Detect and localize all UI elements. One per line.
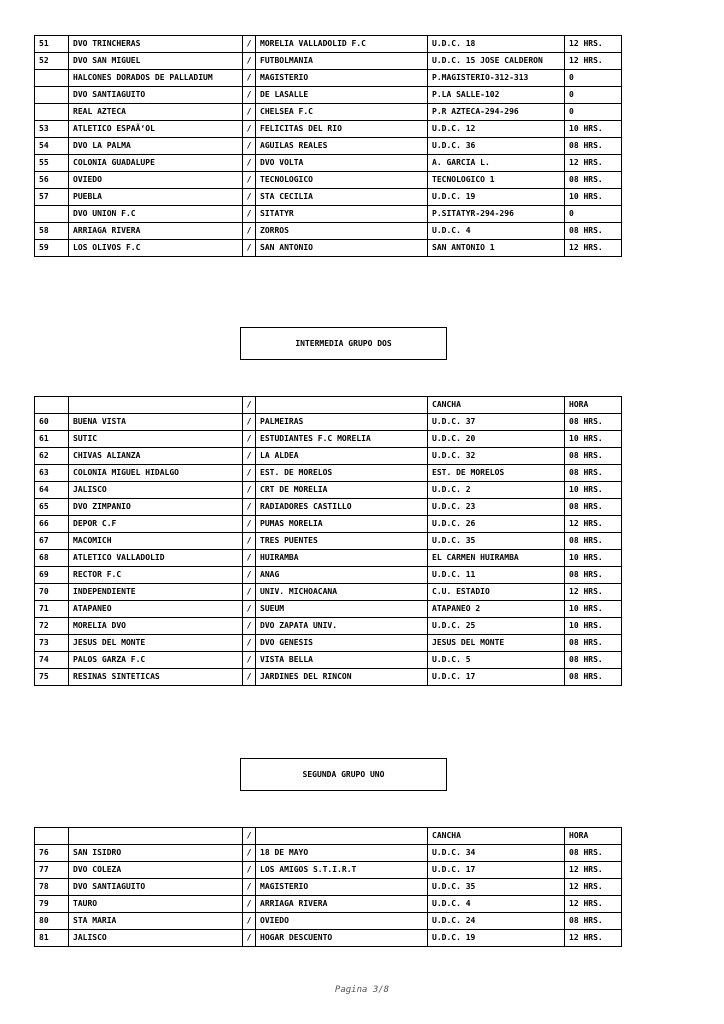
table-row: [35, 533, 622, 550]
table-row: [35, 896, 622, 913]
table-row: [35, 499, 622, 516]
table-row: [35, 601, 622, 618]
table-row: [35, 172, 622, 189]
match-number: 68: [35, 550, 69, 567]
separator: /: [243, 397, 256, 414]
away-team: 18 DE MAYO: [256, 845, 428, 862]
separator: /: [243, 930, 256, 947]
venue: A. GARCIA L.: [428, 155, 565, 172]
table-header-row: [35, 828, 622, 845]
time: HORA: [565, 828, 622, 845]
venue: P.SITATYR-294-296: [428, 206, 565, 223]
table-row: [35, 584, 622, 601]
time: 0: [565, 70, 622, 87]
table-row: [35, 189, 622, 206]
away-team: FUTBOLMANIA: [256, 53, 428, 70]
venue: CANCHA: [428, 828, 565, 845]
table-row: [35, 121, 622, 138]
time: 08 HRS.: [565, 465, 622, 482]
separator: /: [243, 53, 256, 70]
home-team: SAN ISIDRO: [69, 845, 243, 862]
venue: U.D.C. 12: [428, 121, 565, 138]
table-row: [35, 913, 622, 930]
away-team: ZORROS: [256, 223, 428, 240]
time: 08 HRS.: [565, 669, 622, 686]
away-team: MAGISTERIO: [256, 879, 428, 896]
table-row: [35, 862, 622, 879]
venue: U.D.C. 20: [428, 431, 565, 448]
match-number: 55: [35, 155, 69, 172]
time: 10 HRS.: [565, 482, 622, 499]
match-number: 70: [35, 584, 69, 601]
match-number: 81: [35, 930, 69, 947]
match-number: 51: [35, 36, 69, 53]
match-number: 75: [35, 669, 69, 686]
venue: U.D.C. 2: [428, 482, 565, 499]
fixtures-table-2: [34, 396, 622, 686]
away-team: [256, 828, 428, 845]
table-row: [35, 155, 622, 172]
separator: /: [243, 104, 256, 121]
separator: /: [243, 172, 256, 189]
home-team: DVO COLEZA: [69, 862, 243, 879]
venue: U.D.C. 24: [428, 913, 565, 930]
home-team: DVO SANTIAGUITO: [69, 879, 243, 896]
time: 12 HRS.: [565, 930, 622, 947]
time: 10 HRS.: [565, 550, 622, 567]
away-team: AGUILAS REALES: [256, 138, 428, 155]
match-number: [35, 828, 69, 845]
home-team: RESINAS SINTETICAS: [69, 669, 243, 686]
table-row: [35, 36, 622, 53]
away-team: DVO GENESIS: [256, 635, 428, 652]
home-team: LOS OLIVOS F.C: [69, 240, 243, 257]
time: 10 HRS.: [565, 431, 622, 448]
venue: U.D.C. 25: [428, 618, 565, 635]
time: 12 HRS.: [565, 862, 622, 879]
separator: /: [243, 155, 256, 172]
home-team: ATLETICO VALLADOLID: [69, 550, 243, 567]
match-number: 54: [35, 138, 69, 155]
away-team: MORELIA VALLADOLID F.C: [256, 36, 428, 53]
time: 08 HRS.: [565, 567, 622, 584]
away-team: LA ALDEA: [256, 448, 428, 465]
match-number: 62: [35, 448, 69, 465]
away-team: SAN ANTONIO: [256, 240, 428, 257]
table-row: [35, 635, 622, 652]
match-number: 76: [35, 845, 69, 862]
match-number: 61: [35, 431, 69, 448]
away-team: CRT DE MORELIA: [256, 482, 428, 499]
away-team: FELICITAS DEL RIO: [256, 121, 428, 138]
time: 12 HRS.: [565, 584, 622, 601]
match-number: 69: [35, 567, 69, 584]
table-row: [35, 652, 622, 669]
time: 08 HRS.: [565, 652, 622, 669]
venue: U.D.C. 34: [428, 845, 565, 862]
venue: EST. DE MORELOS: [428, 465, 565, 482]
away-team: CHELSEA F.C: [256, 104, 428, 121]
venue: JESUS DEL MONTE: [428, 635, 565, 652]
venue: U.D.C. 15 JOSE CALDERON: [428, 53, 565, 70]
match-number: 74: [35, 652, 69, 669]
venue: U.D.C. 19: [428, 189, 565, 206]
time: 12 HRS.: [565, 36, 622, 53]
home-team: INDEPENDIENTE: [69, 584, 243, 601]
table-row: [35, 431, 622, 448]
separator: /: [243, 828, 256, 845]
separator: /: [243, 138, 256, 155]
home-team: JALISCO: [69, 930, 243, 947]
home-team: ARRIAGA RIVERA: [69, 223, 243, 240]
home-team: MACOMICH: [69, 533, 243, 550]
venue: U.D.C. 17: [428, 669, 565, 686]
table-row: [35, 240, 622, 257]
separator: /: [243, 223, 256, 240]
home-team: DVO SAN MIGUEL: [69, 53, 243, 70]
table-row: [35, 448, 622, 465]
table-row: [35, 53, 622, 70]
time: 08 HRS.: [565, 845, 622, 862]
table-row: [35, 223, 622, 240]
time: 10 HRS.: [565, 121, 622, 138]
separator: /: [243, 431, 256, 448]
away-team: [256, 397, 428, 414]
match-number: 80: [35, 913, 69, 930]
venue: U.D.C. 11: [428, 567, 565, 584]
time: 08 HRS.: [565, 223, 622, 240]
venue: TECNOLOGICO 1: [428, 172, 565, 189]
home-team: BUENA VISTA: [69, 414, 243, 431]
match-number: 57: [35, 189, 69, 206]
away-team: OVIEDO: [256, 913, 428, 930]
venue: U.D.C. 18: [428, 36, 565, 53]
time: 08 HRS.: [565, 414, 622, 431]
separator: /: [243, 652, 256, 669]
away-team: DE LASALLE: [256, 87, 428, 104]
home-team: DEPOR C.F: [69, 516, 243, 533]
separator: /: [243, 516, 256, 533]
time: 08 HRS.: [565, 533, 622, 550]
venue: P.MAGISTERIO-312-313: [428, 70, 565, 87]
away-team: HUIRAMBA: [256, 550, 428, 567]
time: 08 HRS.: [565, 172, 622, 189]
table-row: [35, 879, 622, 896]
match-number: 73: [35, 635, 69, 652]
venue: U.D.C. 35: [428, 533, 565, 550]
time: 08 HRS.: [565, 499, 622, 516]
time: 10 HRS.: [565, 618, 622, 635]
table-row: [35, 206, 622, 223]
away-team: ANAG: [256, 567, 428, 584]
separator: /: [243, 913, 256, 930]
separator: /: [243, 414, 256, 431]
separator: /: [243, 87, 256, 104]
match-number: [35, 206, 69, 223]
away-team: PALMEIRAS: [256, 414, 428, 431]
venue: U.D.C. 32: [428, 448, 565, 465]
away-team: DVO VOLTA: [256, 155, 428, 172]
fixtures-table-3: [34, 827, 622, 947]
away-team: EST. DE MORELOS: [256, 465, 428, 482]
match-number: 78: [35, 879, 69, 896]
home-team: DVO ZIMPANIO: [69, 499, 243, 516]
table-header-row: [35, 397, 622, 414]
match-number: 58: [35, 223, 69, 240]
home-team: STA MARIA: [69, 913, 243, 930]
home-team: PALOS GARZA F.C: [69, 652, 243, 669]
venue: P.LA SALLE-102: [428, 87, 565, 104]
away-team: MAGISTERIO: [256, 70, 428, 87]
table-row: [35, 618, 622, 635]
away-team: JARDINES DEL RINCON: [256, 669, 428, 686]
separator: /: [243, 499, 256, 516]
separator: /: [243, 584, 256, 601]
match-number: 56: [35, 172, 69, 189]
away-team: PUMAS MORELIA: [256, 516, 428, 533]
separator: /: [243, 618, 256, 635]
table-row: [35, 70, 622, 87]
home-team: DVO TRINCHERAS: [69, 36, 243, 53]
match-number: 64: [35, 482, 69, 499]
away-team: STA CECILIA: [256, 189, 428, 206]
separator: /: [243, 533, 256, 550]
match-number: 53: [35, 121, 69, 138]
home-team: TAURO: [69, 896, 243, 913]
away-team: LOS AMIGOS S.T.I.R.T: [256, 862, 428, 879]
away-team: TRES PUENTES: [256, 533, 428, 550]
home-team: DVO UNION F.C: [69, 206, 243, 223]
away-team: ESTUDIANTES F.C MORELIA: [256, 431, 428, 448]
match-number: 59: [35, 240, 69, 257]
match-number: 63: [35, 465, 69, 482]
home-team: [69, 397, 243, 414]
home-team: JALISCO: [69, 482, 243, 499]
home-team: REAL AZTECA: [69, 104, 243, 121]
match-number: 71: [35, 601, 69, 618]
table-row: [35, 669, 622, 686]
venue: U.D.C. 19: [428, 930, 565, 947]
venue: U.D.C. 35: [428, 879, 565, 896]
time: 12 HRS.: [565, 155, 622, 172]
separator: /: [243, 36, 256, 53]
venue: U.D.C. 36: [428, 138, 565, 155]
time: 08 HRS.: [565, 913, 622, 930]
table-row: [35, 482, 622, 499]
separator: /: [243, 845, 256, 862]
match-number: 77: [35, 862, 69, 879]
time: 10 HRS.: [565, 189, 622, 206]
separator: /: [243, 70, 256, 87]
match-number: [35, 87, 69, 104]
home-team: JESUS DEL MONTE: [69, 635, 243, 652]
separator: /: [243, 448, 256, 465]
fixtures-table-1: [34, 35, 622, 257]
time: 0: [565, 87, 622, 104]
separator: /: [243, 465, 256, 482]
away-team: SITATYR: [256, 206, 428, 223]
table-row: [35, 465, 622, 482]
table-row: [35, 930, 622, 947]
venue: U.D.C. 23: [428, 499, 565, 516]
page-footer: Pagina 3/8: [334, 985, 390, 995]
time: 0: [565, 104, 622, 121]
separator: /: [243, 240, 256, 257]
table-row: [35, 550, 622, 567]
match-number: 60: [35, 414, 69, 431]
venue: U.D.C. 5: [428, 652, 565, 669]
away-team: HOGAR DESCUENTO: [256, 930, 428, 947]
home-team: DVO SANTIAGUITO: [69, 87, 243, 104]
home-team: DVO LA PALMA: [69, 138, 243, 155]
home-team: OVIEDO: [69, 172, 243, 189]
section-title-intermedia-grupo-dos: INTERMEDIA GRUPO DOS: [240, 327, 447, 360]
venue: U.D.C. 4: [428, 896, 565, 913]
time: 12 HRS.: [565, 879, 622, 896]
venue: U.D.C. 26: [428, 516, 565, 533]
venue: C.U. ESTADIO: [428, 584, 565, 601]
away-team: RADIADORES CASTILLO: [256, 499, 428, 516]
venue: EL CARMEN HUIRAMBA: [428, 550, 565, 567]
home-team: [69, 828, 243, 845]
separator: /: [243, 121, 256, 138]
time: 12 HRS.: [565, 896, 622, 913]
separator: /: [243, 635, 256, 652]
home-team: SUTIC: [69, 431, 243, 448]
match-number: 52: [35, 53, 69, 70]
separator: /: [243, 669, 256, 686]
separator: /: [243, 189, 256, 206]
venue: U.D.C. 17: [428, 862, 565, 879]
home-team: PUEBLA: [69, 189, 243, 206]
separator: /: [243, 601, 256, 618]
home-team: MORELIA DVO: [69, 618, 243, 635]
time: 12 HRS.: [565, 516, 622, 533]
separator: /: [243, 879, 256, 896]
match-number: 66: [35, 516, 69, 533]
table-row: [35, 104, 622, 121]
venue: CANCHA: [428, 397, 565, 414]
home-team: ATLETICO ESPAÃ‘OL: [69, 121, 243, 138]
time: 08 HRS.: [565, 138, 622, 155]
time: 08 HRS.: [565, 635, 622, 652]
home-team: RECTOR F.C: [69, 567, 243, 584]
home-team: ATAPANEO: [69, 601, 243, 618]
away-team: UNIV. MICHOACANA: [256, 584, 428, 601]
separator: /: [243, 862, 256, 879]
separator: /: [243, 567, 256, 584]
match-number: 65: [35, 499, 69, 516]
home-team: HALCONES DORADOS DE PALLADIUM: [69, 70, 243, 87]
away-team: VISTA BELLA: [256, 652, 428, 669]
table-row: [35, 845, 622, 862]
home-team: COLONIA GUADALUPE: [69, 155, 243, 172]
venue: SAN ANTONIO 1: [428, 240, 565, 257]
match-number: 67: [35, 533, 69, 550]
venue: U.D.C. 37: [428, 414, 565, 431]
table-row: [35, 567, 622, 584]
separator: /: [243, 896, 256, 913]
match-number: [35, 70, 69, 87]
match-number: [35, 104, 69, 121]
home-team: CHIVAS ALIANZA: [69, 448, 243, 465]
time: 0: [565, 206, 622, 223]
away-team: TECNOLOGICO: [256, 172, 428, 189]
match-number: 72: [35, 618, 69, 635]
time: 12 HRS.: [565, 240, 622, 257]
time: HORA: [565, 397, 622, 414]
away-team: DVO ZAPATA UNIV.: [256, 618, 428, 635]
table-row: [35, 138, 622, 155]
venue: U.D.C. 4: [428, 223, 565, 240]
section-title-segunda-grupo-uno: SEGUNDA GRUPO UNO: [240, 758, 447, 791]
venue: P.R AZTECA-294-296: [428, 104, 565, 121]
match-number: 79: [35, 896, 69, 913]
home-team: COLONIA MIGUEL HIDALGO: [69, 465, 243, 482]
table-row: [35, 87, 622, 104]
separator: /: [243, 482, 256, 499]
table-row: [35, 516, 622, 533]
time: 12 HRS.: [565, 53, 622, 70]
separator: /: [243, 550, 256, 567]
venue: ATAPANEO 2: [428, 601, 565, 618]
separator: /: [243, 206, 256, 223]
time: 08 HRS.: [565, 448, 622, 465]
table-row: [35, 414, 622, 431]
time: 10 HRS.: [565, 601, 622, 618]
away-team: ARRIAGA RIVERA: [256, 896, 428, 913]
away-team: SUEUM: [256, 601, 428, 618]
match-number: [35, 397, 69, 414]
